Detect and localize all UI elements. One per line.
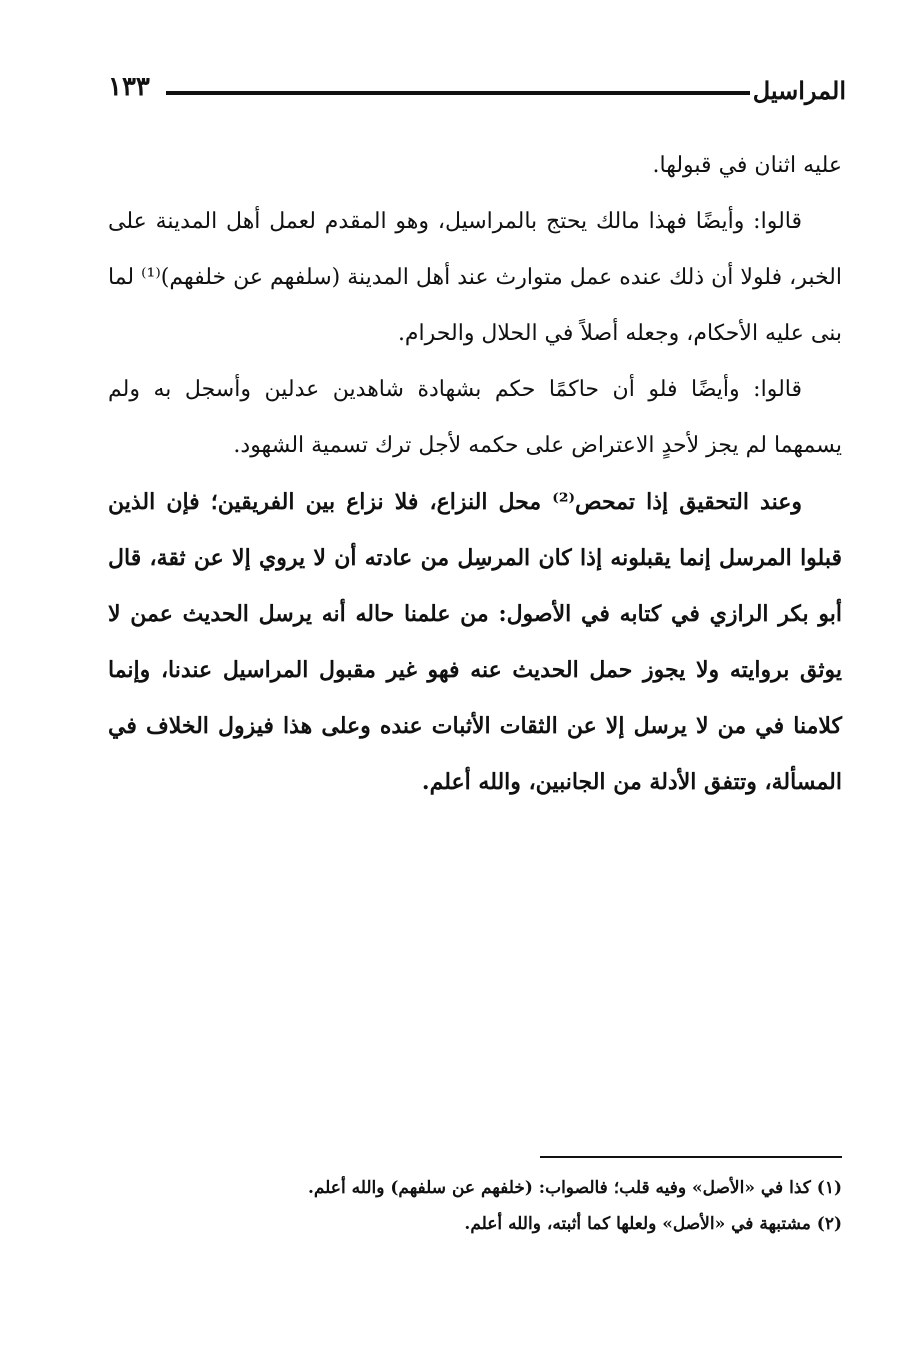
paragraph-3: قالوا: وأيضًا فلو أن حاكمًا حكم بشهادة شاهدين عدلين وأسجل به ولم يسمهما لم يجز لأحدٍ الاعتراض على حكمه لأجل ترك تسمية الشهود. <box>108 377 842 458</box>
main-text <box>108 138 842 810</box>
header-rule <box>166 91 750 95</box>
paragraph-2: قالوا: وأيضًا فهذا مالك يحتج بالمراسيل، وهو المقدم لعمل أهل المدينة على الخبر، فلولا أن ذلك عنده عمل متوارث عند أهل المدينة (سلفهم عن خلفهم)⁽¹⁾ لما بنى عليه الأحكام، وجعله أصلاً في الحلال والحرام. <box>108 209 842 346</box>
page-header <box>108 70 846 110</box>
running-title: المراسيل <box>752 76 846 105</box>
paragraph-1: عليه اثنان في قبولها. <box>652 153 842 178</box>
footnote-rule <box>540 1156 842 1158</box>
footnote-1: (١) كذا في «الأصل» وفيه قلب؛ فالصواب: (خلفهم عن سلفهم) والله أعلم. <box>307 1178 842 1198</box>
footnotes <box>108 1170 842 1242</box>
page-number: ١٣٣ <box>108 72 150 102</box>
footnote-2: (٢) مشتبهة في «الأصل» ولعلها كما أثبته، والله أعلم. <box>464 1214 842 1234</box>
paragraph-4: وعند التحقيق إذا تمحص⁽²⁾ محل النزاع، فلا نزاع بين الفريقين؛ فإن الذين قبلوا المرسل إنما يقبلونه إذا كان المرسِل من عادته أن لا يروي إلا عن ثقة، قال أبو بكر الرازي في كتابه في الأصول: من علمنا حاله أنه يرسل الحديث عمن لا يوثق بروايته ولا يجوز حمل الحديث عنه فهو غير مقبول المراسيل عندنا، وإنما كلامنا في من لا يرسل إلا عن الثقات الأثبات عنده وعلى هذا فيزول الخلاف في المسألة، وتتفق الأدلة من الجانبين، والله أعلم. <box>108 489 842 795</box>
